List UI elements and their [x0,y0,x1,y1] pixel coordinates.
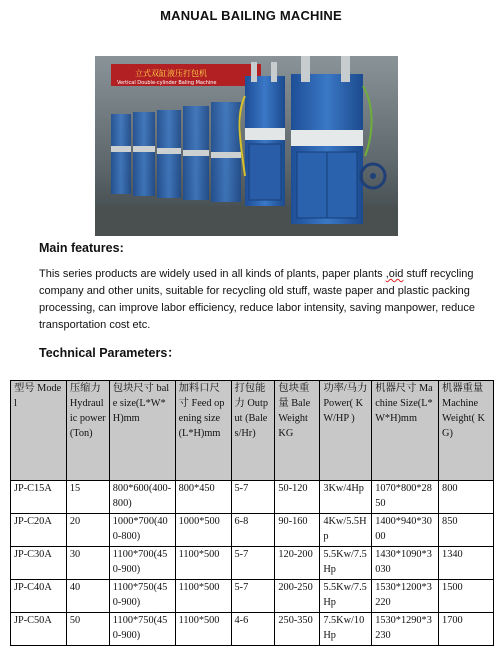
cell-power: 40 [66,580,109,613]
header-feed-opening: 加料口尺寸 Feed opening size(L*H)mm [175,381,231,481]
technical-parameters-table [10,380,494,646]
cell-machine-size: 1530*1290*3230 [372,613,439,646]
cell-feed-opening: 1000*500 [175,514,231,547]
cell-model: JP-C20A [11,514,67,547]
cell-machine-weight: 800 [439,481,494,514]
cell-motor: 3Kw/4Hp [320,481,372,514]
cell-bale-weight: 200-250 [275,580,320,613]
machine-illustration [95,56,398,236]
cell-bale-weight: 250-350 [275,613,320,646]
cell-output: 4-6 [231,613,275,646]
header-machine-size: 机器尺寸 Machine Size(L*W*H)mm [372,381,439,481]
table-row [11,547,494,580]
cell-power: 50 [66,613,109,646]
cell-output: 6-8 [231,514,275,547]
cell-motor: 7.5Kw/10Hp [320,613,372,646]
baling-machine-photo [95,56,398,236]
table-row [11,514,494,547]
cell-machine-size: 1070*800*2850 [372,481,439,514]
features-text-misspelled: ,oid [385,268,404,280]
cell-bale-size: 1100*750(450-900) [109,613,175,646]
cell-model: JP-C40A [11,580,67,613]
header-output: 打包能力 Output (Bales/Hr) [231,381,275,481]
banner-text: 立式双缸液压打包机 [135,69,207,78]
cell-output: 5-7 [231,547,275,580]
cell-feed-opening: 1100*500 [175,613,231,646]
cell-model: JP-C30A [11,547,67,580]
cell-machine-size: 1430*1090*3030 [372,547,439,580]
cell-machine-size: 1400*940*3000 [372,514,439,547]
cell-power: 15 [66,481,109,514]
cell-bale-size: 1100*750(450-900) [109,580,175,613]
header-hydraulic-power: 压缩力 Hydraulic power (Ton) [66,381,109,481]
cell-power: 20 [66,514,109,547]
cell-motor: 5.5Kw/7.5Hp [320,580,372,613]
cell-machine-size: 1530*1200*3220 [372,580,439,613]
cell-bale-size: 1100*700(450-900) [109,547,175,580]
features-paragraph [39,266,494,334]
header-power: 功率/马力 Power( KW/HP ) [320,381,372,481]
table-row [11,613,494,646]
banner-subtext: Vertical Double-cylinder Baling Machine [117,80,217,86]
cell-motor: 4Kw/5.5Hp [320,514,372,547]
cell-machine-weight: 1700 [439,613,494,646]
features-text-start: This series products are widely used in all kinds of plants, paper plants [39,268,386,280]
cell-bale-weight: 50-120 [275,481,320,514]
cell-motor: 5.5Kw/7.5Hp [320,547,372,580]
technical-parameters-heading: Technical Parameters： [39,346,180,360]
cell-output: 5-7 [231,580,275,613]
cell-feed-opening: 1100*500 [175,580,231,613]
table-row [11,580,494,613]
cell-bale-weight: 120-200 [275,547,320,580]
cell-machine-weight: 1340 [439,547,494,580]
header-bale-weight: 包块重量 Bale Weight KG [275,381,320,481]
cell-machine-weight: 1500 [439,580,494,613]
cell-feed-opening: 1100*500 [175,547,231,580]
features-text-end: stuff recycling company and other units, suitable for recycling old stuff, waste paper and plastic packing processing, can improve labor efficiency, reduce labor intensity, saving manpower, reduce transportation cost etc. [39,268,475,331]
header-model: 型号 Model [11,381,67,481]
header-bale-size: 包块尺寸 bale size(L*W*H)mm [109,381,175,481]
table-header-row [11,381,494,481]
cell-bale-size: 1000*700(400-800) [109,514,175,547]
table-row [11,481,494,514]
cell-bale-weight: 90-160 [275,514,320,547]
cell-model: JP-C15A [11,481,67,514]
cell-output: 5-7 [231,481,275,514]
main-features-heading: Main features: [39,241,124,255]
cell-feed-opening: 800*450 [175,481,231,514]
header-machine-weight: 机器重量 Machine Weight( KG) [439,381,494,481]
cell-model: JP-C50A [11,613,67,646]
cell-machine-weight: 850 [439,514,494,547]
document-title: MANUAL BAILING MACHINE [160,8,342,23]
cell-bale-size: 800*600(400-800) [109,481,175,514]
cell-power: 30 [66,547,109,580]
